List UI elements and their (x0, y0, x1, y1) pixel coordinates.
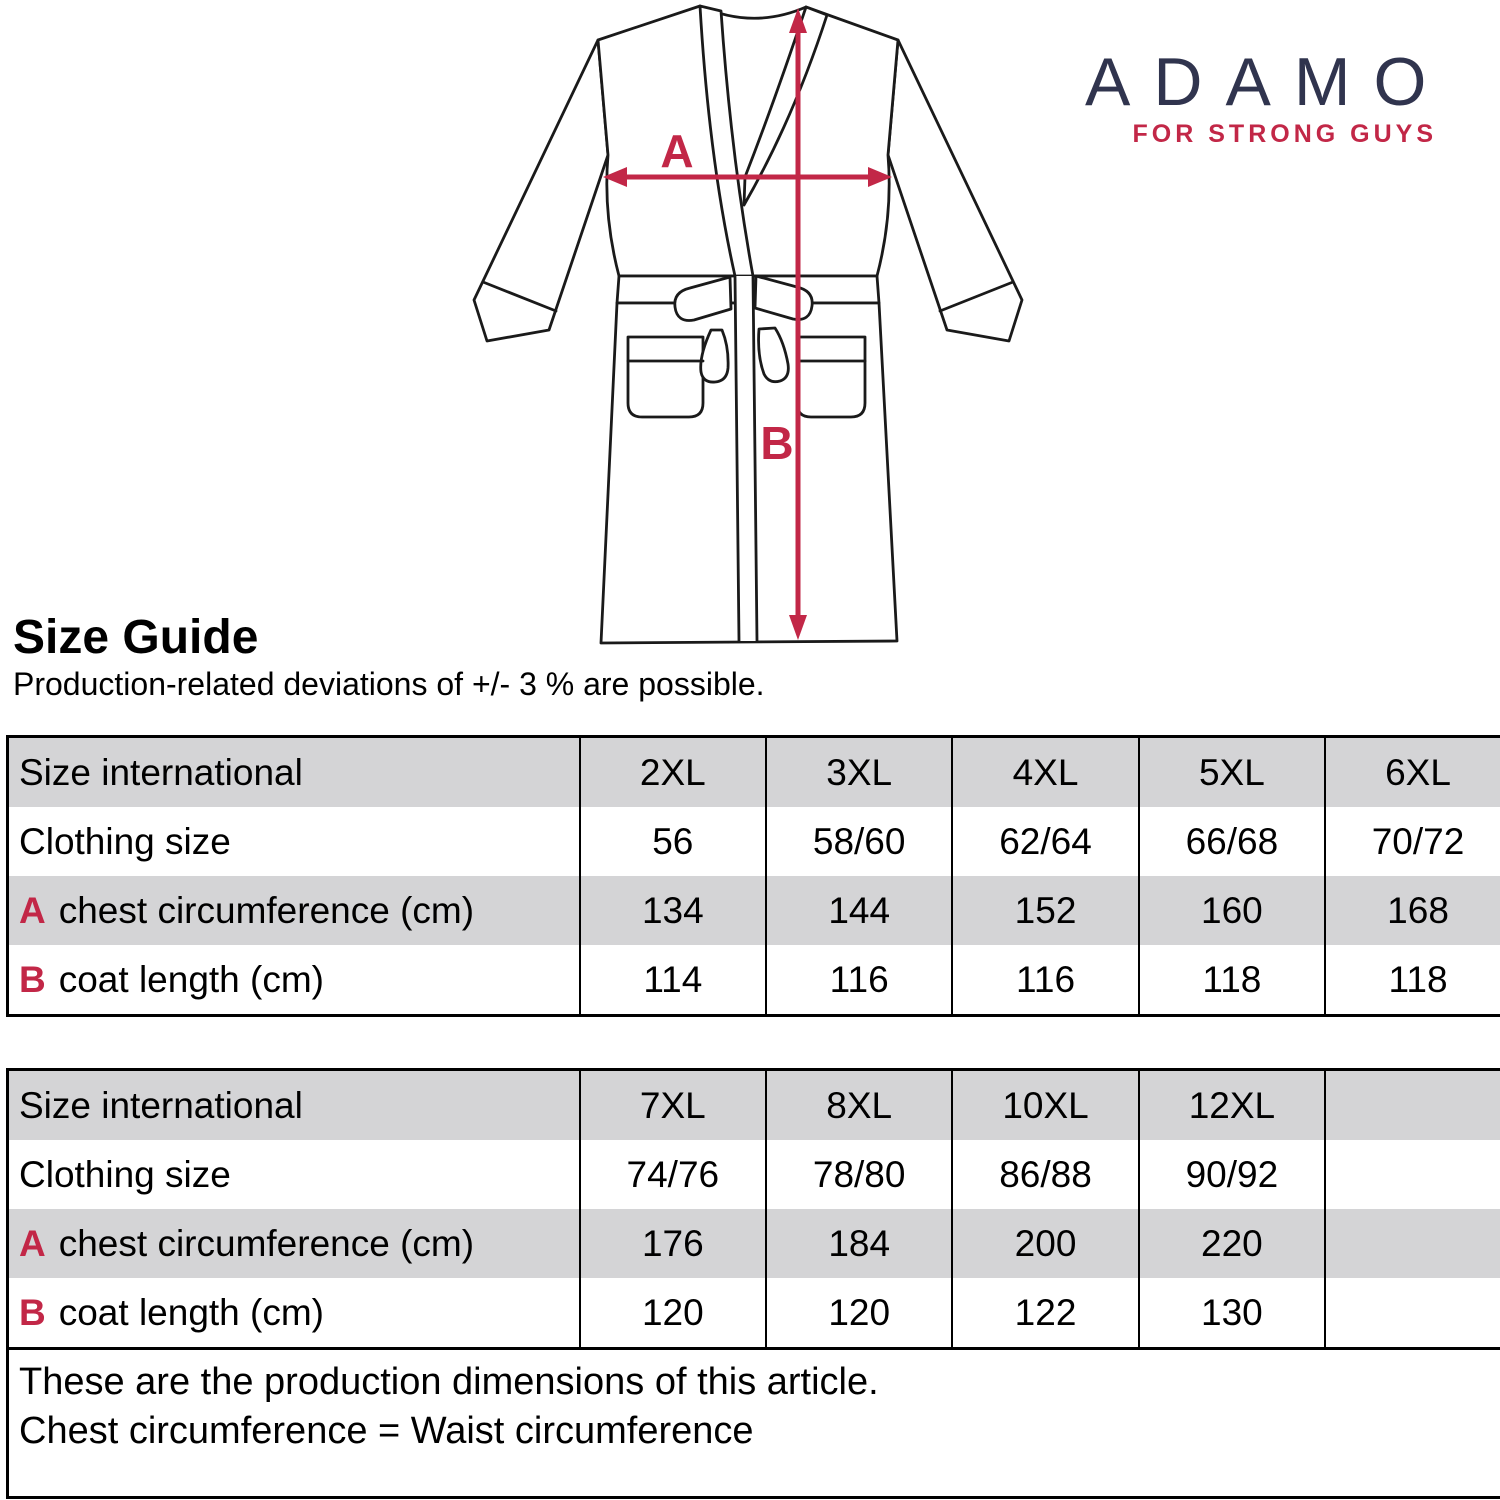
brand-logo: ADAMO (1085, 44, 1450, 120)
production-note-row (8, 1349, 1500, 1498)
label-cell (8, 737, 580, 808)
bathrobe-diagram (440, 0, 1040, 650)
dim-letter: B (19, 1292, 46, 1333)
size-cell: 5XL (1139, 737, 1325, 808)
label-cell (8, 807, 580, 876)
size-cell: 200 (952, 1209, 1138, 1278)
size-cell: 78/80 (766, 1140, 952, 1209)
size-cell: 160 (1139, 876, 1325, 945)
table-row (8, 945, 1500, 1016)
size-cell: 62/64 (952, 807, 1138, 876)
table-row (8, 737, 1500, 808)
size-cell: 120 (766, 1278, 952, 1349)
row-label: coat length (cm) (58, 959, 325, 1000)
size-cell: 118 (1139, 945, 1325, 1016)
size-cell: 12XL (1139, 1070, 1325, 1141)
label-cell (8, 876, 580, 945)
size-cell: 116 (952, 945, 1138, 1016)
size-cell: 120 (580, 1278, 766, 1349)
size-cell (1325, 1278, 1500, 1349)
size-cell: 86/88 (952, 1140, 1138, 1209)
size-cell: 176 (580, 1209, 766, 1278)
size-cell: 144 (766, 876, 952, 945)
size-cell: 116 (766, 945, 952, 1016)
label-cell (8, 1070, 580, 1141)
size-cell: 130 (1139, 1278, 1325, 1349)
size-cell: 2XL (580, 737, 766, 808)
size-cell: 118 (1325, 945, 1500, 1016)
production-note-line1: These are the production dimensions of this article. (19, 1361, 879, 1403)
size-cell: 56 (580, 807, 766, 876)
size-cell: 134 (580, 876, 766, 945)
production-note-line2: Chest circumference = Waist circumference (19, 1409, 754, 1452)
dim-letter: B (19, 959, 46, 1000)
table-row (8, 1070, 1500, 1141)
table-row (8, 1140, 1500, 1209)
size-cell: 90/92 (1139, 1140, 1325, 1209)
size-cell: 74/76 (580, 1140, 766, 1209)
row-label: Clothing size (19, 1154, 231, 1195)
dimension-a-label: A (660, 125, 694, 177)
brand-tagline: FOR STRONG GUYS (1132, 120, 1437, 148)
size-cell: 220 (1139, 1209, 1325, 1278)
size-cell: 114 (580, 945, 766, 1016)
table-row (8, 876, 1500, 945)
size-table-2 (6, 1068, 1500, 1499)
size-cell: 66/68 (1139, 807, 1325, 876)
dim-letter: A (19, 1223, 46, 1264)
size-cell: 58/60 (766, 807, 952, 876)
row-label: chest circumference (cm) (58, 890, 475, 931)
row-label: chest circumference (cm) (58, 1223, 475, 1264)
table-row (8, 1278, 1500, 1349)
label-cell (8, 945, 580, 1016)
size-cell: 8XL (766, 1070, 952, 1141)
size-cell: 70/72 (1325, 807, 1500, 876)
size-cell: 7XL (580, 1070, 766, 1141)
table-row (8, 1209, 1500, 1278)
size-cell (1325, 1070, 1500, 1141)
size-cell: 4XL (952, 737, 1138, 808)
size-cell: 10XL (952, 1070, 1138, 1141)
row-label: Clothing size (19, 821, 231, 862)
row-label: Size international (19, 1085, 303, 1126)
label-cell (8, 1209, 580, 1278)
size-cell: 3XL (766, 737, 952, 808)
label-cell (8, 1140, 580, 1209)
row-label: coat length (cm) (58, 1292, 325, 1333)
size-cell: 168 (1325, 876, 1500, 945)
deviation-note: Production-related deviations of +/- 3 % are possible. (13, 666, 765, 702)
production-note (8, 1349, 1500, 1498)
label-cell (8, 1278, 580, 1349)
size-cell: 184 (766, 1209, 952, 1278)
row-label: Size international (19, 752, 303, 793)
robe-outline (474, 6, 1022, 643)
size-cell: 152 (952, 876, 1138, 945)
size-table-1 (6, 735, 1500, 1017)
page-title: Size Guide (13, 611, 259, 664)
dim-letter: A (19, 890, 46, 931)
size-cell (1325, 1140, 1500, 1209)
table-row (8, 807, 1500, 876)
dimension-b-label: B (760, 417, 794, 469)
size-cell: 6XL (1325, 737, 1500, 808)
size-cell: 122 (952, 1278, 1138, 1349)
size-cell (1325, 1209, 1500, 1278)
